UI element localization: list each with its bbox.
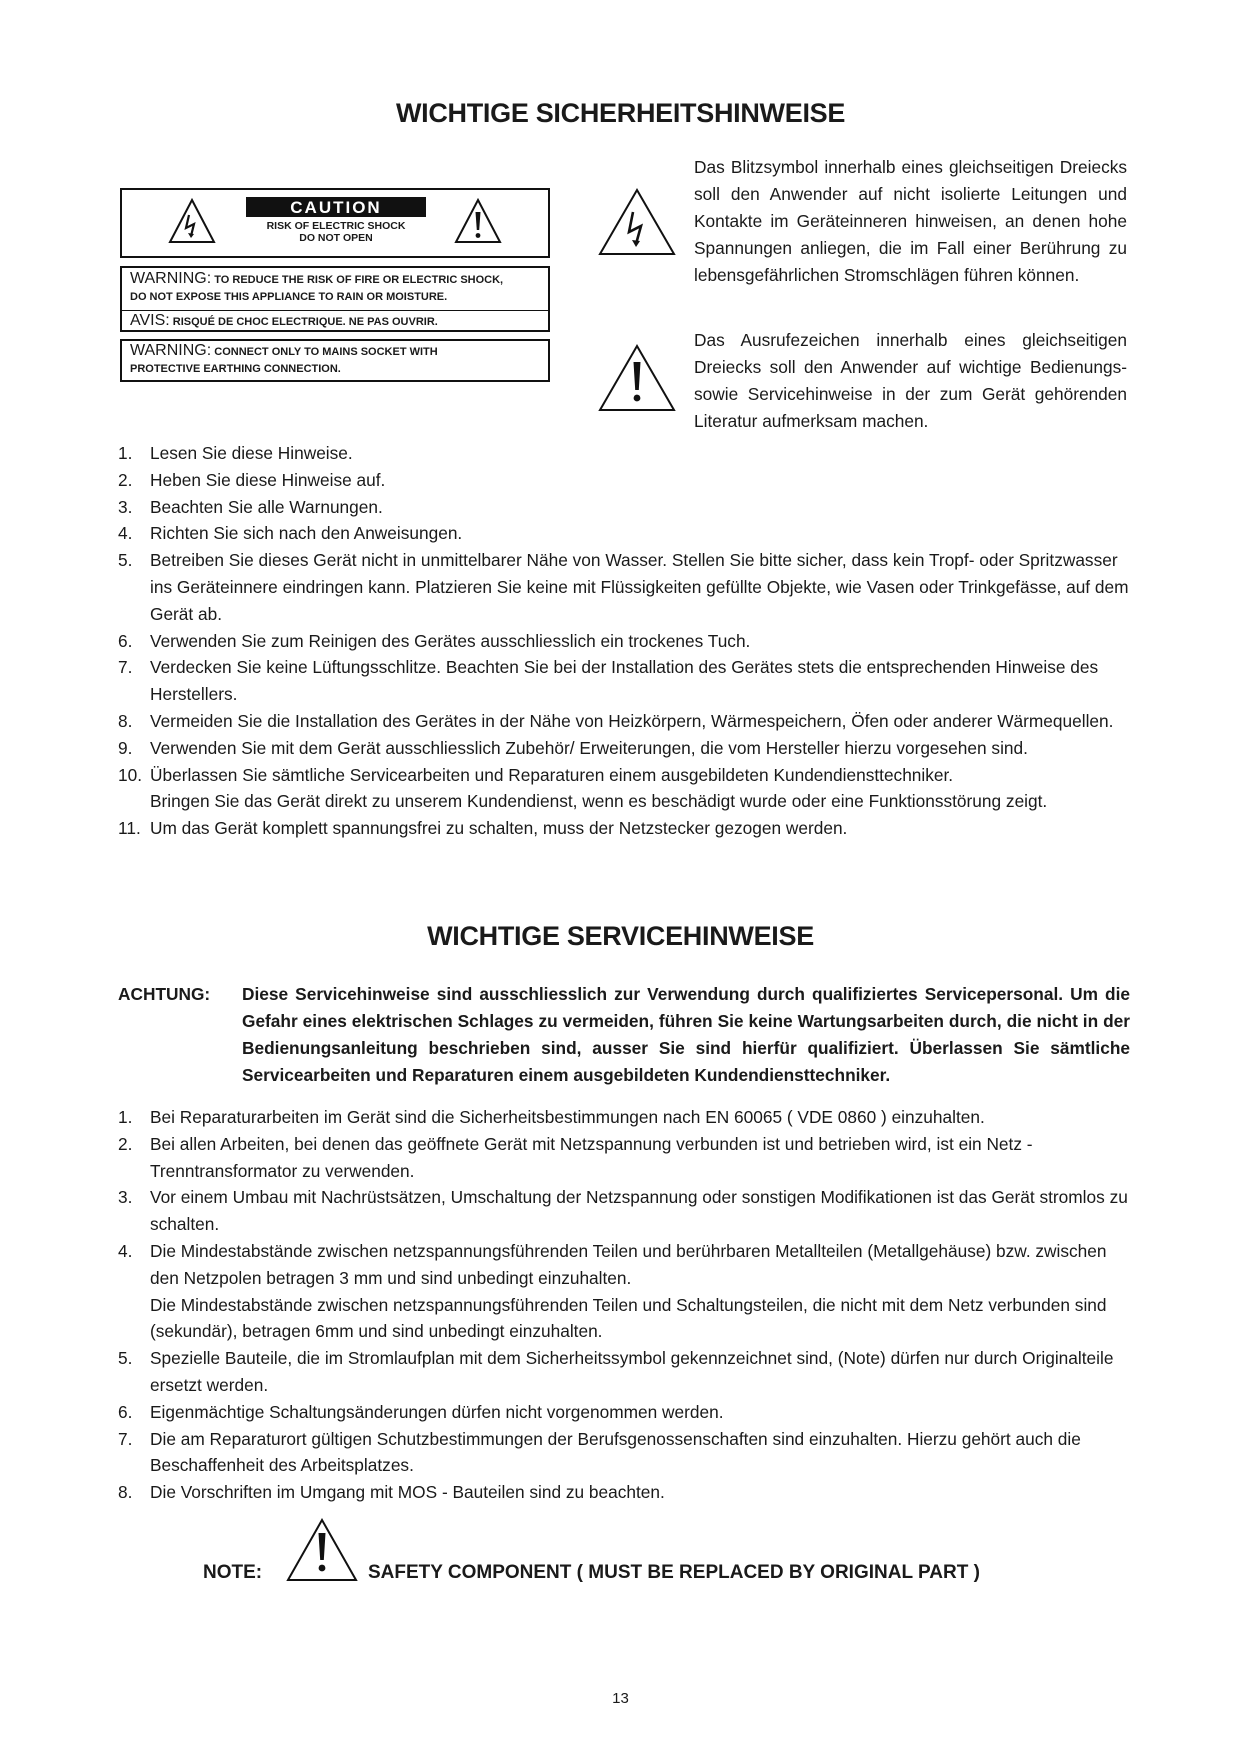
item-text: Verdecken Sie keine Lüftungsschlitze. Beachten Sie bei der Installation des Gerätes stets die entsprechenden Hinweise des Herstellers. <box>150 657 1099 705</box>
note-text: SAFETY COMPONENT ( MUST BE REPLACED BY ORIGINAL PART ) <box>368 1562 980 1583</box>
item-text: Die am Reparaturort gültigen Schutzbestimmungen der Berufsgenossenschaften sind einzuhalten. Hierzu gehört auch die Beschaffenheit des Arbeitsplatzes. <box>150 1428 1081 1476</box>
list-item <box>118 1184 1138 1238</box>
list-item <box>118 1399 1138 1426</box>
avis-head: AVIS: <box>130 312 170 329</box>
item-text: Heben Sie diese Hinweise auf. <box>150 469 386 490</box>
item-number: 5. <box>118 1348 133 1369</box>
item-text: Vor einem Umbau mit Nachrüstsätzen, Umschaltung der Netzspannung oder sonstigen Modifikationen ist das Gerät stromlos zu schalten. <box>150 1187 1128 1235</box>
item-number: 7. <box>118 1428 133 1449</box>
item-number: 5. <box>118 550 133 571</box>
achtung-text: Diese Servicehinweise sind ausschliesslich zur Verwendung durch qualifiziertes Servicepersonal. Um die Gefahr eines elektrischen Schlages zu vermeiden, führen Sie keine Wartungsarbeiten durch, die nicht in der Bedienungsanleitung beschrieben sind, ausser Sie sind hierfür qualifiziert. Überlassen Sie sämtliche Servicearbeiten und Reparaturen einem ausgebildeten Kundendiensttechniker. <box>242 984 1130 1085</box>
item-number: 3. <box>118 1187 133 1208</box>
item-text: Richten Sie sich nach den Anweisungen. <box>150 523 463 544</box>
list-item <box>118 1479 1138 1506</box>
exclamation-warning-icon <box>454 198 502 244</box>
item-number: 11. <box>118 818 141 839</box>
item-number: 6. <box>118 630 133 651</box>
list-item <box>118 1238 1138 1345</box>
earthing-warning-head: WARNING: <box>130 342 212 359</box>
earthing-line-2: PROTECTIVE EARTHING CONNECTION. <box>130 363 341 375</box>
item-text: Bei allen Arbeiten, bei denen das geöffnete Gerät mit Netzspannung verbunden ist und betrieben wird, ist ein Netz - Trenntransformator zu verwenden. <box>150 1133 1033 1181</box>
list-item <box>118 628 1138 655</box>
item-text-continued: Die Mindestabstände zwischen netzspannungsführenden Teilen und Schaltungsteilen, die nicht mit dem Netz verbunden sind (sekundär), betragen 6mm und sind unbedingt einzuhalten. <box>150 1294 1107 1342</box>
list-item <box>118 494 1138 521</box>
list-item <box>118 1104 1138 1131</box>
item-text-continued: Bringen Sie das Gerät direkt zu unserem Kundendienst, wenn es beschädigt wurde oder eine Funktionsstörung zeigt. <box>150 791 1048 812</box>
item-number: 8. <box>118 1482 133 1503</box>
item-number: 3. <box>118 496 133 517</box>
list-item <box>118 1426 1138 1480</box>
service-title: WICHTIGE SERVICEHINWEISE <box>427 921 814 951</box>
lightning-triangle-icon <box>598 188 676 256</box>
list-item <box>118 762 1138 816</box>
exclamation-triangle-icon <box>598 344 676 412</box>
list-item <box>118 735 1138 762</box>
item-number: 1. <box>118 1107 133 1127</box>
item-number: 10. <box>118 764 143 785</box>
item-text: Eigenmächtige Schaltungsänderungen dürfen nicht vorgenommen werden. <box>150 1401 724 1422</box>
lightning-symbol-description: Das Blitzsymbol innerhalb eines gleichseitigen Dreiecks soll den Anwender auf nicht isolierte Leitungen und Kontakte im Geräteinneren hinweisen, an denen hohe Spannungen anliegen, die im Fall einer Berührung zu lebensgefährlichen Stromschlägen führen können. <box>694 157 1127 285</box>
item-text: Vermeiden Sie die Installation des Gerätes in der Nähe von Heizkörpern, Wärmespeichern, Öfen oder anderer Wärmequellen. <box>150 710 1114 731</box>
item-number: 4. <box>118 523 133 544</box>
list-item <box>118 708 1138 735</box>
caution-center <box>246 197 426 244</box>
item-number: 4. <box>118 1240 133 1261</box>
list-item <box>118 547 1138 627</box>
lightning-warning-icon <box>168 198 216 244</box>
caution-do-not-open: DO NOT OPEN <box>299 232 373 244</box>
item-text: Betreiben Sie dieses Gerät nicht in unmittelbarer Nähe von Wasser. Stellen Sie bitte sicher, dass kein Tropf- oder Spritzwasser ins Geräteinnere eindringen kann. Platzieren Sie keine mit Flüssigkeiten gefüllte Objekte, wie Vasen oder Trinkgefässe, auf dem Gerät ab. <box>150 550 1129 624</box>
list-item <box>118 467 1138 494</box>
page-number: 13 <box>612 1690 629 1707</box>
item-text: Spezielle Bauteile, die im Stromlaufplan mit dem Sicherheitssymbol gekennzeichnet sind, (Note) dürfen nur durch Originalteile ersetzt werden. <box>150 1348 1114 1395</box>
list-item <box>118 1345 1138 1399</box>
list-item <box>118 1131 1138 1185</box>
caution-heading: CAUTION <box>246 197 426 217</box>
item-text: Die Vorschriften im Umgang mit MOS - Bauteilen sind zu beachten. <box>150 1482 665 1503</box>
note-label: NOTE: <box>203 1562 263 1583</box>
item-number: 7. <box>118 657 133 678</box>
item-text: Um das Gerät komplett spannungsfrei zu schalten, muss der Netzstecker gezogen werden. <box>150 818 848 839</box>
caution-label-box <box>120 188 550 258</box>
item-text: Verwenden Sie zum Reinigen des Gerätes ausschliesslich ein trockenes Tuch. <box>150 630 751 651</box>
item-text: Verwenden Sie mit dem Gerät ausschliesslich Zubehör/ Erweiterungen, die vom Hersteller hierzu vorgesehen sind. <box>150 737 1028 758</box>
item-number: 2. <box>118 469 133 490</box>
safety-title: WICHTIGE SICHERHEITSHINWEISE <box>395 98 846 128</box>
list-item <box>118 654 1138 708</box>
achtung-notice <box>118 981 1130 1089</box>
avis-rest: RISQUÉ DE CHOC ELECTRIQUE. NE PAS OUVRIR. <box>169 316 438 328</box>
item-text: Bei Reparaturarbeiten im Gerät sind die Sicherheitsbestimmungen nach EN 60065 ( VDE 0860 ) einzuhalten. <box>150 1107 985 1127</box>
warning-line-2: DO NOT EXPOSE THIS APPLIANCE TO RAIN OR MOISTURE. <box>130 291 448 303</box>
item-text: Lesen Sie diese Hinweise. <box>150 443 353 463</box>
exclamation-symbol-description: Das Ausrufezeichen innerhalb eines gleichseitigen Dreiecks soll den Anwender auf wichtige Bedienungs- sowie Servicehinweise in der zum Gerät gehörenden Literatur aufmerksam machen. <box>694 330 1127 431</box>
earthing-warning-box <box>120 339 550 382</box>
caution-risk-text: RISK OF ELECTRIC SHOCK <box>266 220 406 232</box>
item-number: 1. <box>118 443 133 463</box>
achtung-label: ACHTUNG: <box>118 984 211 1004</box>
warning-rest: TO REDUCE THE RISK OF FIRE OR ELECTRIC SHOCK, <box>211 274 504 286</box>
item-text: Die Mindestabstände zwischen netzspannungsführenden Teilen und berührbaren Metallteilen (Metallgehäuse) bzw. zwischen den Netzpolen betragen 3 mm und sind unbedingt einzuhalten. <box>150 1240 1107 1288</box>
item-text: Beachten Sie alle Warnungen. <box>150 496 383 517</box>
item-number: 8. <box>118 710 133 731</box>
avis-line <box>130 312 438 330</box>
safety-instructions-list <box>118 440 1138 842</box>
warning-divider <box>122 310 548 311</box>
warning-line-1 <box>130 270 503 288</box>
item-number: 6. <box>118 1401 133 1422</box>
item-number: 9. <box>118 737 133 758</box>
earthing-warning-rest: CONNECT ONLY TO MAINS SOCKET WITH <box>211 346 438 358</box>
warning-avis-box <box>120 266 550 332</box>
safety-symbol-icon <box>286 1518 358 1582</box>
list-item <box>118 440 1138 467</box>
item-number: 2. <box>118 1133 133 1154</box>
list-item <box>118 815 1138 842</box>
earthing-line-1 <box>130 342 438 360</box>
item-text: Überlassen Sie sämtliche Servicearbeiten und Reparaturen einem ausgebildeten Kundendiensttechniker. <box>150 764 954 785</box>
warning-head: WARNING: <box>130 270 212 287</box>
service-instructions-list <box>118 1104 1138 1506</box>
list-item <box>118 520 1138 547</box>
